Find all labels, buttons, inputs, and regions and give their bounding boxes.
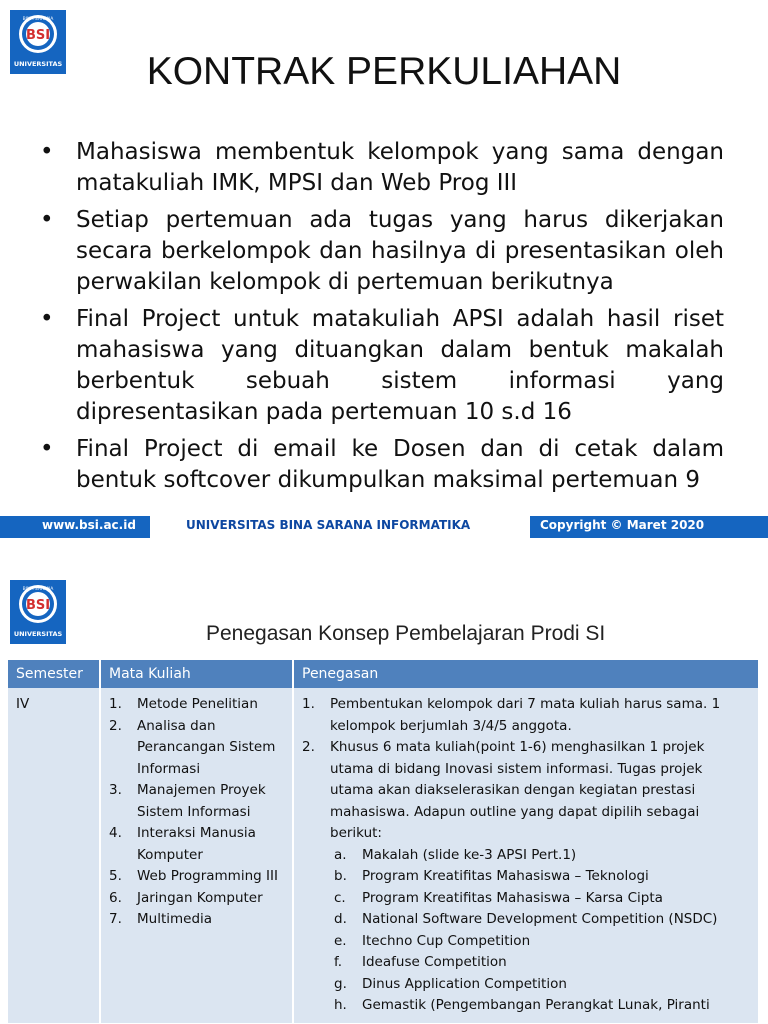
bullet-item: • Mahasiswa membentuk kelompok yang sama dengan matakuliah IMK, MPSI dan Web Prog III [40, 137, 724, 199]
list-item: 1. Metode Penelitian [109, 696, 258, 712]
svg-text:BINA SARANA: BINA SARANA [22, 587, 54, 592]
list-item: 4. Interaksi Manusia Komputer [109, 825, 256, 863]
course-list [109, 694, 284, 931]
list-item: b. Program Kreatifitas Mahasiswa – Teknologi [334, 868, 649, 884]
table-header-row [8, 660, 759, 688]
cell-penegasan [293, 688, 759, 1023]
svg-text:UNIVERSITAS: UNIVERSITAS [13, 630, 63, 638]
list-item: c. Program Kreatifitas Mahasiswa – Karsa Cipta [334, 889, 663, 906]
svg-text:BSI: BSI [25, 598, 51, 613]
list-item: 5. Web Programming III [109, 868, 278, 884]
slide-title: Penegasan Konsep Pembelajaran Prodi SI [206, 622, 606, 645]
footer-bar [0, 508, 768, 540]
footer-url[interactable]: www.bsi.ac.id [42, 518, 136, 532]
slide-title: KONTRAK PERKULIAHAN [146, 50, 622, 93]
svg-text:BINA SARANA: BINA SARANA [22, 17, 54, 22]
header-penegasan: Penegasan [293, 660, 759, 688]
header-mata-kuliah: Mata Kuliah [100, 660, 293, 688]
slide-penegasan-konsep [0, 540, 768, 1024]
list-item: 2. Khusus 6 mata kuliah(point 1-6) menghasilkan 1 projek utama di bidang Inovasi sistem informasi. Tugas projek utama akan diakselerasikan dengan kegiatan prestasi mahasiswa. Adapun outline yang dapat dipilih sebagai berikut: a. Makalah (slide ke-3 APSI Pert.1) b. Program Kreatifitas Mahasiswa – Teknologi c. Program Kreatifitas Mahasiswa – Karsa Cipta d. National Software Development Competition (NSDC) e. Itechno Cup Competition f. Ideafuse Competition g. Dinus Application Competition h. Gemastik (Pengembangan Perangkat Lunak, Piranti [302, 737, 750, 1017]
cell-courses [100, 688, 293, 1023]
bullet-item: • Final Project di email ke Dosen dan di cetak dalam bentuk softcover dikumpulkan maksimal pertemuan 9 [40, 434, 724, 496]
list-item: 1. Pembentukan kelompok dari 7 mata kuliah harus sama. 1 kelompok berjumlah 3/4/5 anggota. [302, 696, 721, 734]
header-semester: Semester [8, 660, 100, 688]
svg-text:UNIVERSITAS: UNIVERSITAS [13, 60, 63, 68]
list-item: e. Itechno Cup Competition [334, 932, 531, 949]
table-row [8, 688, 759, 1023]
footer-copyright: Copyright © Maret 2020 [540, 518, 705, 532]
list-item: 3. Manajemen Proyek Sistem Informasi [109, 782, 266, 820]
list-item: h. Gemastik (Pengembangan Perangkat Lunak, Piranti [334, 997, 710, 1013]
university-logo [10, 580, 66, 644]
list-item: 6. Jaringan Komputer [109, 889, 263, 906]
concept-table [8, 660, 760, 1023]
list-item: g. Dinus Application Competition [334, 975, 567, 992]
bullet-item: • Setiap pertemuan ada tugas yang harus dikerjakan secara berkelompok dan hasilnya di presentasikan oleh perwakilan kelompok di pertemuan berikutnya [40, 205, 724, 298]
list-item: 2. Analisa dan Perancangan Sistem Informasi [109, 717, 276, 777]
list-item: a. Makalah (slide ke-3 APSI Pert.1) [334, 846, 577, 863]
footer-university: UNIVERSITAS BINA SARANA INFORMATIKA [186, 518, 471, 532]
point-list [302, 694, 750, 1017]
list-item: 7. Multimedia [109, 911, 213, 927]
svg-text:BSI: BSI [25, 28, 51, 43]
list-item: d. National Software Development Competition (NSDC) [334, 911, 718, 927]
bullet-item: • Final Project untuk matakuliah APSI adalah hasil riset mahasiswa yang dituangkan dalam bentuk makalah berbentuk sebuah sistem informasi yang dipresentasikan pada pertemuan 10 s.d 16 [40, 304, 724, 428]
list-item: f. Ideafuse Competition [334, 954, 507, 970]
competition-list [330, 845, 750, 1017]
cell-semester: IV [8, 688, 100, 1023]
bullet-list [40, 137, 724, 502]
